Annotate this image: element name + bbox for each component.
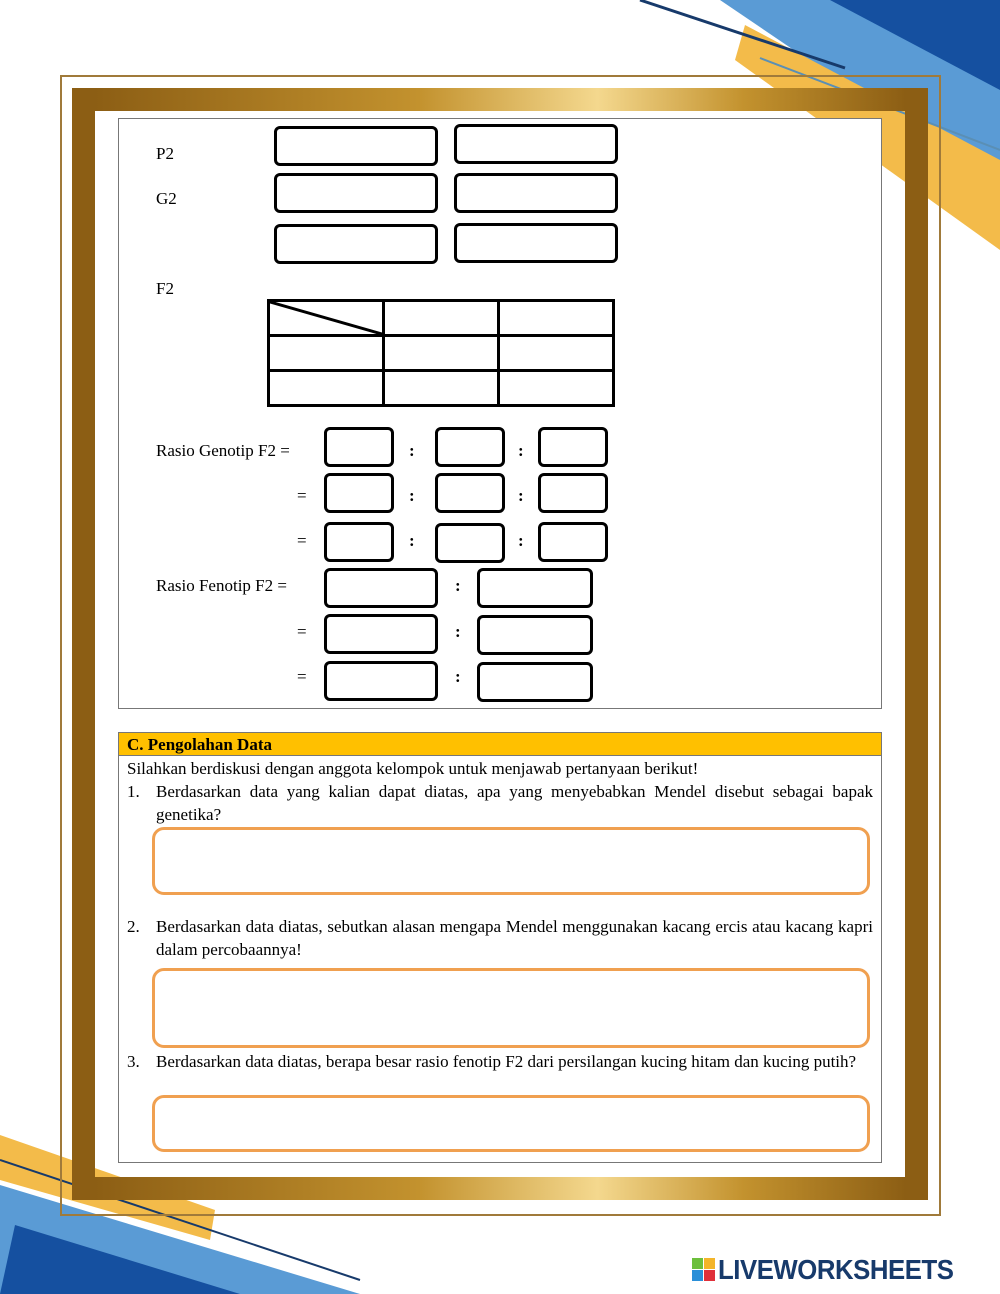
g2-input-2[interactable] <box>454 173 618 213</box>
punnett-cell[interactable] <box>499 371 614 406</box>
punnett-cell[interactable] <box>499 301 614 336</box>
f2-label: F2 <box>156 279 174 298</box>
punnett-cell[interactable] <box>269 371 384 406</box>
colon: : <box>455 667 461 686</box>
fenotip-label: Rasio Fenotip F2 = <box>156 576 287 595</box>
p2-input-2[interactable] <box>454 124 618 164</box>
fenotip-input[interactable] <box>477 615 593 655</box>
punnett-square <box>267 299 615 407</box>
section-c-title: C. Pengolahan Data <box>119 733 881 756</box>
fenotip-input[interactable] <box>324 568 438 608</box>
genotip-label: Rasio Genotip F2 = <box>156 441 290 460</box>
colon: : <box>455 622 461 641</box>
punnett-corner-cell <box>269 301 384 336</box>
question-number: 3. <box>127 1052 140 1071</box>
genotip-input[interactable] <box>435 523 505 563</box>
genotip-input[interactable] <box>538 522 608 562</box>
colon: : <box>518 486 524 505</box>
genotip-input[interactable] <box>324 522 394 562</box>
question-2-text: Berdasarkan data diatas, sebutkan alasan mengapa Mendel menggunakan kacang ercis atau kacang kapri dalam percobaannya! <box>156 917 873 959</box>
colon: : <box>518 531 524 550</box>
punnett-cell[interactable] <box>269 336 384 371</box>
equals: = <box>297 486 307 505</box>
g2-input-4[interactable] <box>454 223 618 263</box>
cross-diagram-box <box>118 118 882 709</box>
p2-label: P2 <box>156 144 174 163</box>
diagonal-line <box>270 302 382 334</box>
fenotip-input[interactable] <box>324 614 438 654</box>
genotip-input[interactable] <box>435 473 505 513</box>
answer-2-input[interactable] <box>152 968 870 1048</box>
punnett-cell[interactable] <box>384 371 499 406</box>
question-1-text: Berdasarkan data yang kalian dapat diatas, apa yang menyebabkan Mendel disebut sebagai bapak genetika? <box>156 782 873 824</box>
colon: : <box>518 441 524 460</box>
p2-input-1[interactable] <box>274 126 438 166</box>
fenotip-input[interactable] <box>477 662 593 702</box>
colon: : <box>409 441 415 460</box>
fenotip-input[interactable] <box>477 568 593 608</box>
answer-1-input[interactable] <box>152 827 870 895</box>
punnett-cell[interactable] <box>384 336 499 371</box>
section-c-box <box>118 732 882 1163</box>
equals: = <box>297 531 307 550</box>
colon: : <box>409 531 415 550</box>
genotip-input[interactable] <box>324 427 394 467</box>
equals: = <box>297 667 307 686</box>
punnett-cell[interactable] <box>384 301 499 336</box>
fenotip-input[interactable] <box>324 661 438 701</box>
colon: : <box>409 486 415 505</box>
answer-3-input[interactable] <box>152 1095 870 1152</box>
punnett-cell[interactable] <box>499 336 614 371</box>
section-c-intro: Silahkan berdiskusi dengan anggota kelompok untuk menjawab pertanyaan berikut! <box>127 759 699 778</box>
genotip-input[interactable] <box>435 427 505 467</box>
g2-input-1[interactable] <box>274 173 438 213</box>
genotip-input[interactable] <box>538 427 608 467</box>
g2-label: G2 <box>156 189 177 208</box>
genotip-input[interactable] <box>538 473 608 513</box>
colon: : <box>455 576 461 595</box>
g2-input-3[interactable] <box>274 224 438 264</box>
liveworksheets-logo-icon <box>692 1258 716 1282</box>
question-number: 2. <box>127 917 140 936</box>
genotip-input[interactable] <box>324 473 394 513</box>
question-number: 1. <box>127 782 140 801</box>
liveworksheets-logo: LIVEWORKSHEETS <box>718 1254 954 1285</box>
question-3-text: Berdasarkan data diatas, berapa besar rasio fenotip F2 dari persilangan kucing hitam dan kucing putih? <box>156 1052 857 1071</box>
equals: = <box>297 622 307 641</box>
